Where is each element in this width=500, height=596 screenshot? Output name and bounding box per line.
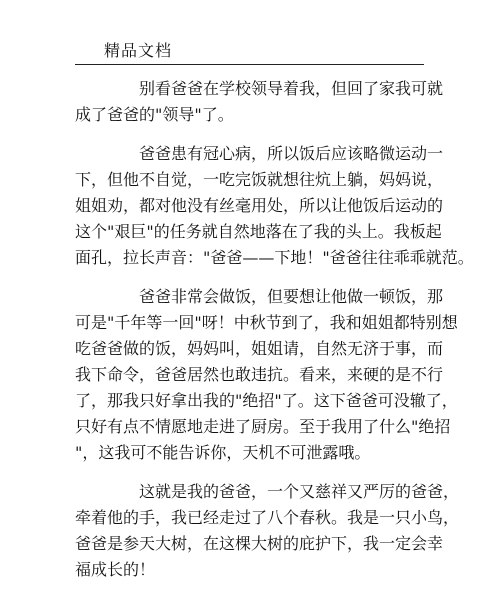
text-line: "，这我可不能告诉你，天机不可泄露哦。 — [75, 443, 371, 462]
text-line: 爸爸患有冠心病，所以饭后应该略微运动一 — [139, 144, 444, 163]
text-line: 了，那我只好拿出我的"绝招"了。这下爸爸可没辙了， — [75, 391, 458, 410]
header-rule — [75, 64, 424, 65]
text-line: 姐姐劝，都对他没有丝毫用处，所以让他饭后运动的 — [75, 196, 444, 215]
text-line: 这个"艰巨"的任务就自然地落在了我的头上。我板起 — [75, 222, 442, 241]
text-line: 这就是我的爸爸，一个又慈祥又严厉的爸爸， — [139, 482, 460, 501]
text-line: 只好有点不情愿地走进了厨房。至于我用了什么"绝招 — [75, 417, 451, 436]
paragraph-1 — [75, 76, 444, 128]
text-line: 吃爸爸做的饭，妈妈叫，姐姐请，自然无济于事，而 — [75, 339, 444, 358]
text-line: 别看爸爸在学校领导着我，但回了家我可就 — [139, 79, 444, 98]
paragraph-4 — [75, 479, 460, 583]
text-line: 福成长的！ — [75, 560, 156, 579]
text-line: 牵着他的手，我已经走过了八个春秋。我是一只小鸟， — [75, 508, 460, 527]
text-line: 下，但他不自觉，一吃完饭就想往炕上躺，妈妈说， — [75, 170, 444, 189]
text-line: 我下命令，爸爸居然也敢违抗。看来，来硬的是不行 — [75, 365, 444, 384]
text-line: 面孔，拉长声音："爸爸——下地！"爸爸往往乖乖就范。 — [75, 248, 474, 267]
text-line: 可是"千年等一回"呀！中秋节到了，我和姐姐都特别想 — [75, 313, 458, 332]
header-title: 精品文档 — [104, 41, 173, 60]
paragraph-3 — [75, 284, 458, 466]
document-body — [75, 76, 474, 596]
text-line: 成了爸爸的"领导"了。 — [75, 105, 234, 124]
text-line: 爸爸非常会做饭，但要想让他做一顿饭，那 — [139, 287, 444, 306]
paragraph-2 — [75, 141, 474, 271]
text-line: 爸爸是参天大树，在这棵大树的庇护下，我一定会幸 — [75, 534, 444, 553]
